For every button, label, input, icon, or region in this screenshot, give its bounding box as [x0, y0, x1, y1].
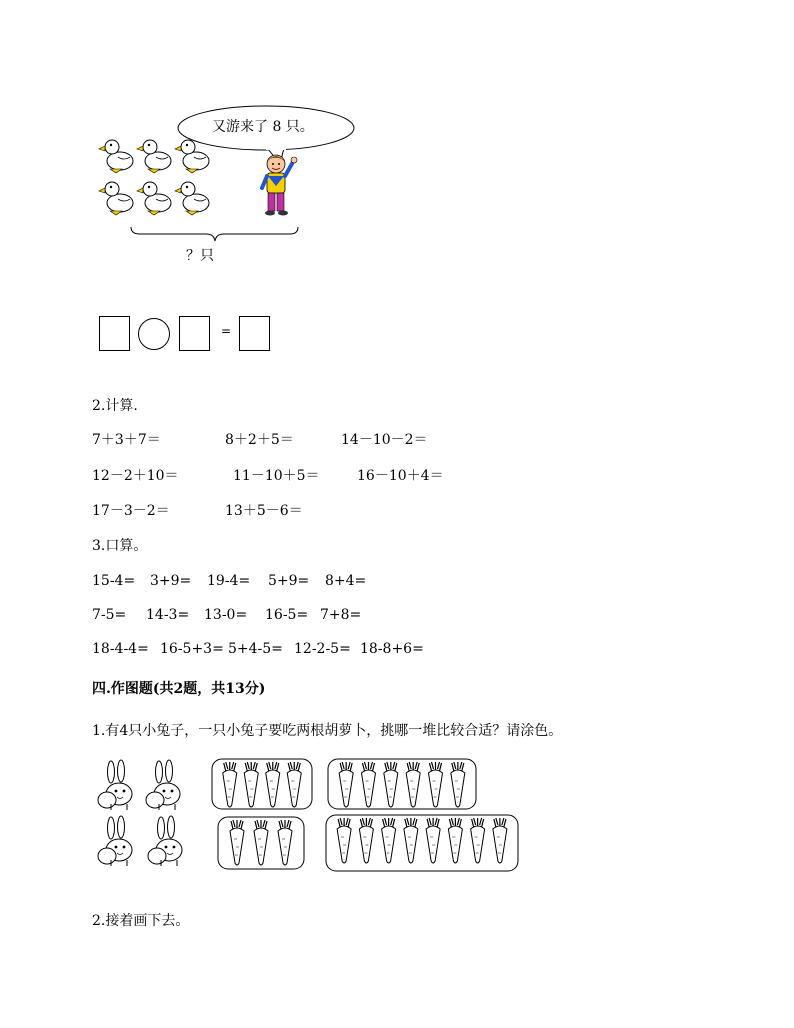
mental-math-item: 12-2-5= — [294, 641, 351, 657]
calc-item: 11－10＋5＝ — [233, 468, 320, 484]
section4-title: 四.作图题(共2题，共13分) — [92, 681, 266, 697]
mental-math-item: 18-4-4= — [92, 641, 149, 657]
answer-box-2[interactable] — [179, 316, 210, 351]
equals-sign: = — [221, 324, 232, 338]
section3-title: 3.口算。 — [92, 538, 148, 554]
curly-brace — [130, 226, 300, 242]
carrot-group[interactable] — [218, 817, 304, 869]
mental-math-item: 16-5= — [265, 607, 309, 623]
question-mark-label: ？只 — [186, 248, 214, 264]
answer-box-result[interactable] — [239, 316, 270, 351]
section4-question2: 2.接着画下去。 — [92, 913, 190, 929]
carrot-group[interactable] — [326, 815, 518, 871]
carrot-group[interactable] — [212, 759, 312, 809]
calc-item: 17－3－2＝ — [92, 503, 170, 519]
carrot-group[interactable] — [328, 759, 476, 809]
mental-math-item: 5+9= — [268, 573, 310, 589]
rabbits-illustration — [95, 760, 195, 875]
mental-math-item: 14-3= — [146, 607, 190, 623]
mental-math-item: 7+8= — [320, 607, 362, 623]
calc-item: 13＋5－6＝ — [225, 503, 303, 519]
calc-item: 14－10－2＝ — [341, 432, 428, 448]
calc-item: 8＋2＋5＝ — [225, 432, 294, 448]
section2-title: 2.计算. — [92, 398, 138, 414]
speech-text: 又游来了 8 只。 — [212, 119, 314, 135]
boy-illustration — [256, 152, 300, 218]
mental-math-item: 16-5+3= — [160, 641, 224, 657]
calc-item: 12－2＋10＝ — [92, 468, 179, 484]
mental-math-item: 3+9= — [150, 573, 192, 589]
mental-math-item: 8+4= — [325, 573, 367, 589]
mental-math-item: 18-8+6= — [360, 641, 424, 657]
calc-item: 16－10＋4＝ — [357, 468, 444, 484]
mental-math-item: 19-4= — [207, 573, 251, 589]
mental-math-item: 15-4= — [92, 573, 136, 589]
mental-math-item: 5+4-5= — [228, 641, 283, 657]
carrot-groups — [208, 755, 528, 875]
mental-math-item: 7-5= — [92, 607, 127, 623]
mental-math-item: 13-0= — [204, 607, 248, 623]
calc-item: 7＋3＋7＝ — [92, 432, 161, 448]
section4-question1: 1.有4只小兔子，一只小兔子要吃两根胡萝卜，挑哪一堆比较合适？请涂色。 — [92, 723, 563, 739]
operator-circle[interactable] — [138, 318, 170, 350]
answer-box-1[interactable] — [99, 316, 130, 351]
